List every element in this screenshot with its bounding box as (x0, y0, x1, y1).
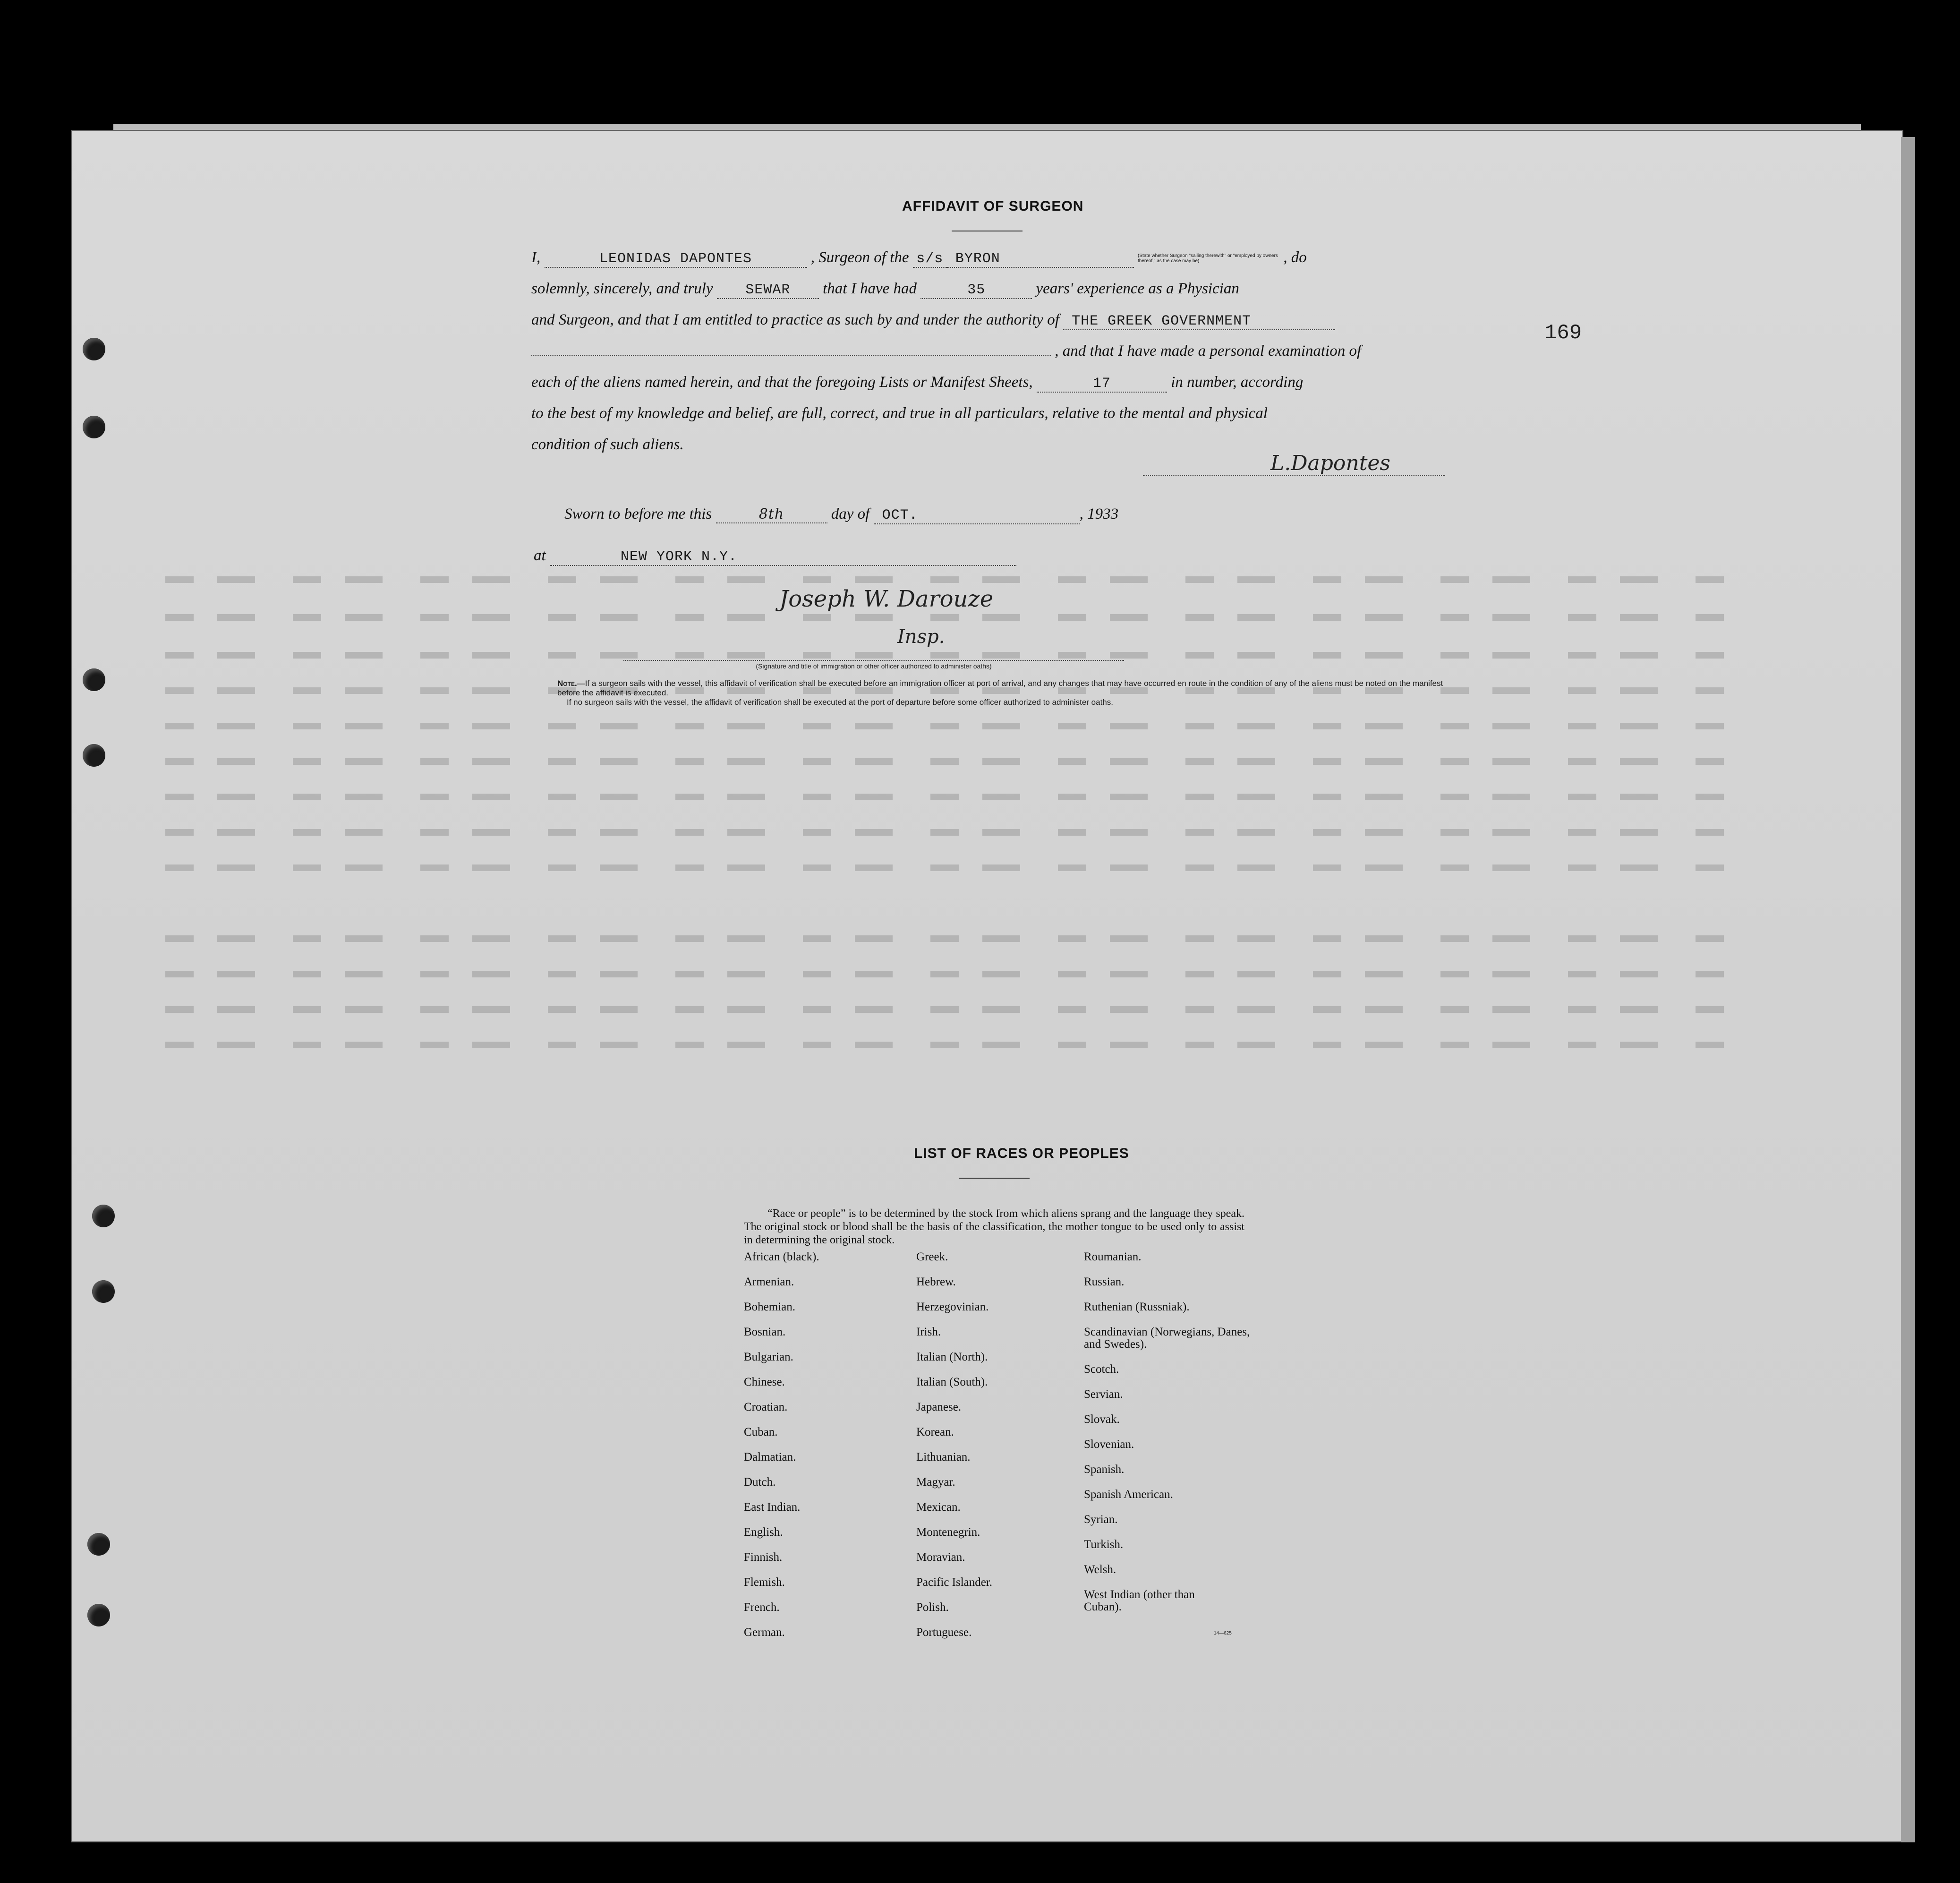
race-item: Servian. (1084, 1388, 1123, 1401)
race-item: Armenian. (744, 1275, 794, 1288)
sworn-middle: day of (831, 505, 870, 522)
race-item: Syrian. (1084, 1513, 1118, 1526)
page-number: 169 (1544, 321, 1582, 345)
race-item: Bosnian. (744, 1326, 786, 1338)
races-title-rule (959, 1178, 1030, 1179)
race-item: Turkish. (1084, 1538, 1124, 1551)
binder-hole (83, 744, 105, 767)
officer-signature: Joseph W. Darouze (779, 586, 994, 612)
note-text-1: —If a surgeon sails with the vessel, this affidavit of verification shall be executed before an immigration officer at port of arrival, and any changes that may have occurred en route in the condition of any of the aliens must be noted on the manifest before the affidavit is executed. (557, 679, 1443, 697)
sworn-prefix: Sworn to before me this (564, 505, 712, 522)
line5-prefix: each of the aliens named herein, and that the foregoing Lists or Manifest Sheets, (531, 374, 1033, 391)
race-item: Irish. (916, 1326, 941, 1338)
affidavit-title: AFFIDAVIT OF SURGEON (902, 198, 1084, 214)
binder-hole (83, 416, 105, 438)
race-item: Dalmatian. (744, 1451, 796, 1464)
race-item: Scotch. (1084, 1363, 1119, 1376)
oath-word: SEWAR (717, 282, 819, 299)
sworn-line (564, 505, 1118, 524)
race-item: Magyar. (916, 1476, 955, 1489)
race-item: Portuguese. (916, 1626, 972, 1639)
page-edge-right (1901, 137, 1915, 1842)
race-item: Lithuanian. (916, 1451, 971, 1464)
race-item: Russian. (1084, 1275, 1125, 1288)
binder-hole (92, 1205, 115, 1227)
place-line (534, 547, 1016, 566)
line4-blank (531, 355, 1051, 356)
race-item: Cuban. (744, 1426, 778, 1438)
race-item: Pacific Islander. (916, 1576, 993, 1589)
binder-hole (87, 1533, 110, 1556)
race-item: Finnish. (744, 1551, 783, 1564)
affidavit-line-6: to the best of my knowledge and belief, are full, correct, and true in all particulars, relative to the mental and physical (531, 405, 1268, 422)
line1-prefix: I, (531, 249, 541, 266)
line1-middle: , Surgeon of the (810, 249, 909, 266)
line2-middle: that I have had (823, 280, 917, 297)
race-item: African (black). (744, 1250, 819, 1263)
races-intro: “Race or people” is to be determined by the stock from which aliens sprang and the language they speak. The original stock or blood shall be the basis of the classification, the mother tongue to be used only to assist in determining the original stock. (744, 1207, 1244, 1246)
races-title: LIST OF RACES OR PEOPLES (914, 1146, 1129, 1161)
race-item: Bohemian. (744, 1301, 796, 1313)
affidavit-line-2 (531, 280, 1239, 299)
race-item: West Indian (other than Cuban). (1084, 1588, 1195, 1613)
race-item: Korean. (916, 1426, 954, 1438)
race-item: Italian (North). (916, 1351, 988, 1363)
race-item: Flemish. (744, 1576, 785, 1589)
race-item: Croatian. (744, 1401, 788, 1413)
binder-hole (83, 338, 105, 360)
line2-suffix: years' experience as a Physician (1036, 280, 1239, 297)
race-item: Herzegovinian. (916, 1301, 989, 1313)
binder-hole (87, 1604, 110, 1626)
races-column-3 (1084, 1251, 1263, 1614)
race-item: Chinese. (744, 1376, 785, 1388)
affidavit-line-3 (531, 311, 1335, 330)
note-paragraph-2: If no surgeon sails with the vessel, the affidavit of verification shall be executed at the port of departure before some officer authorized to administer oaths. (567, 698, 1113, 707)
sheets-count: 17 (1037, 376, 1167, 393)
race-item: Polish. (916, 1601, 949, 1614)
race-item: Spanish. (1084, 1463, 1125, 1476)
affidavit-line-7: condition of such aliens. (531, 436, 684, 453)
binder-hole (92, 1280, 115, 1303)
affidavit-line-1 (531, 249, 1307, 268)
line3-prefix: and Surgeon, and that I am entitled to practice as such by and under the authority of (531, 311, 1059, 328)
race-item: Japanese. (916, 1401, 962, 1413)
note-label: Note. (557, 679, 577, 688)
race-item: Dutch. (744, 1476, 776, 1489)
race-item: Spanish American. (1084, 1488, 1173, 1501)
race-item: English. (744, 1526, 783, 1539)
surgeon-signature: L.Dapontes (1270, 451, 1391, 475)
place-prefix: at (534, 547, 546, 564)
race-item: Montenegrin. (916, 1526, 980, 1539)
race-item: Greek. (916, 1250, 948, 1263)
form-number: 14—625 (1214, 1631, 1232, 1636)
years-experience: 35 (920, 282, 1032, 299)
officer-signature-caption: (Signature and title of immigration or other officer authorized to administer oaths) (623, 660, 1124, 670)
affidavit-line-4 (531, 342, 1361, 360)
races-column-2 (916, 1251, 1072, 1652)
surgeon-status-note: (State whether Surgeon "sailing therewith" or "employed by owners thereof," as the case may be) (1138, 253, 1278, 264)
surgeon-name: LEONIDAS DAPONTES (545, 251, 807, 268)
bleed-through-manifest (165, 567, 1733, 1115)
race-item: German. (744, 1626, 785, 1639)
vessel-name: BYRON (947, 251, 1134, 268)
sworn-year: , 1933 (1079, 505, 1119, 522)
race-item: French. (744, 1601, 780, 1614)
line5-suffix: in number, according (1171, 374, 1304, 391)
race-item: Slovenian. (1084, 1438, 1134, 1451)
sworn-month: OCT. (874, 507, 1080, 524)
race-item: Welsh. (1084, 1563, 1116, 1576)
authority: THE GREEK GOVERNMENT (1063, 313, 1335, 330)
sworn-day: 8th (716, 506, 827, 523)
race-item: Scandinavian (Norwegians, Danes, and Swedes). (1084, 1326, 1250, 1351)
race-item: Mexican. (916, 1501, 961, 1514)
race-item: Ruthenian (Russniak). (1084, 1301, 1190, 1313)
binder-hole (83, 668, 105, 691)
officer-title: Insp. (897, 626, 945, 648)
affidavit-line-5 (531, 374, 1303, 393)
race-item: Slovak. (1084, 1413, 1120, 1426)
race-item: Roumanian. (1084, 1250, 1142, 1263)
races-column-1 (744, 1251, 895, 1652)
race-item: Moravian. (916, 1551, 965, 1564)
line1-suffix: , do (1283, 249, 1307, 266)
race-item: Bulgarian. (744, 1351, 793, 1363)
race-item: Hebrew. (916, 1275, 956, 1288)
vessel-prefix: s/s (913, 251, 947, 268)
race-item: East Indian. (744, 1501, 801, 1514)
affidavit-note (557, 679, 1450, 707)
line2-prefix: solemnly, sincerely, and truly (531, 280, 713, 297)
race-item: Italian (South). (916, 1376, 988, 1388)
note-paragraph-1 (557, 679, 1450, 698)
place-location: NEW YORK N.Y. (550, 549, 1016, 566)
line4-suffix: , and that I have made a personal examination of (1055, 342, 1362, 359)
